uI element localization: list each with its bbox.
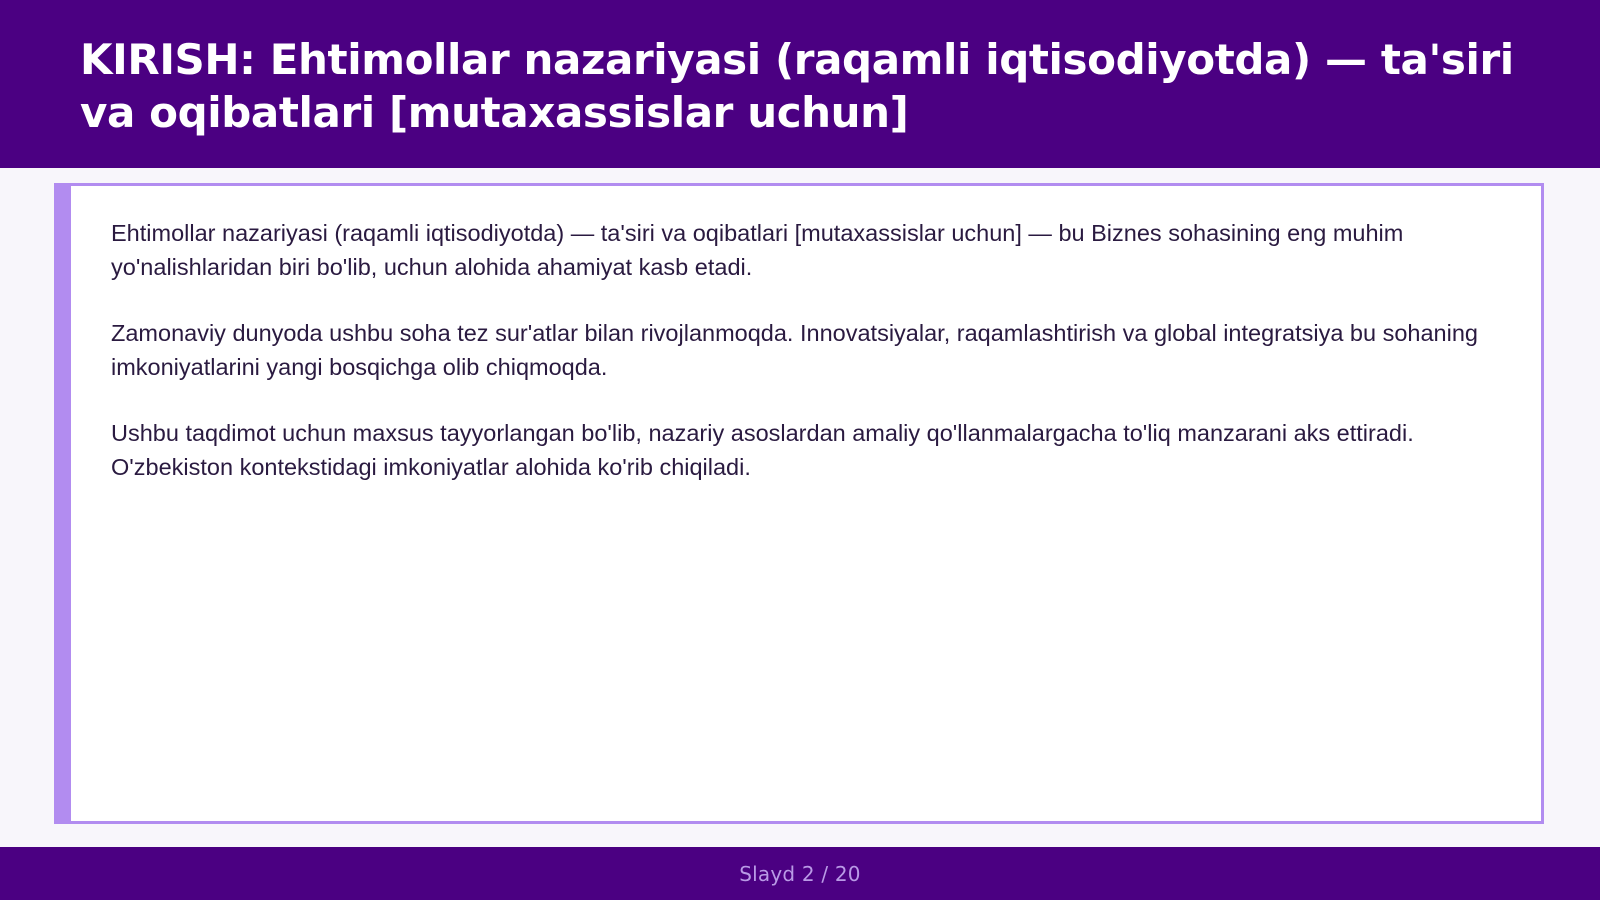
slide-title: KIRISH: Ehtimollar nazariyasi (raqamli iqtisodiyotda) — ta'siri va oqibatlari [mutaxassislar uchun] xyxy=(80,35,1514,137)
content-card xyxy=(54,183,1544,824)
slide-content xyxy=(111,216,1501,516)
content-paragraph-1: Ehtimollar nazariyasi (raqamli iqtisodiyotda) — ta'siri va oqibatlari [mutaxassislar uchun] — bu Biznes sohasining eng muhim yo'nalishlaridan biri bo'lib, uchun alohida ahamiyat kasb etadi. xyxy=(111,220,1404,280)
slide-footer xyxy=(0,847,1600,900)
slide-header xyxy=(0,0,1600,168)
content-paragraph-2: Zamonaviy dunyoda ushbu soha tez sur'atlar bilan rivojlanmoqda. Innovatsiyalar, raqamlashtirish va global integratsiya bu sohaning imkoniyatlarini yangi bosqichga olib chiqmoqda. xyxy=(111,320,1478,380)
content-paragraph-3: Ushbu taqdimot uchun maxsus tayyorlangan bo'lib, nazariy asoslardan amaliy qo'llanmalargacha to'liq manzarani aks ettiradi. O'zbekiston kontekstidagi imkoniyatlar alohida ko'rib chiqiladi. xyxy=(111,420,1414,480)
slide-number: Slayd 2 / 20 xyxy=(739,861,861,886)
